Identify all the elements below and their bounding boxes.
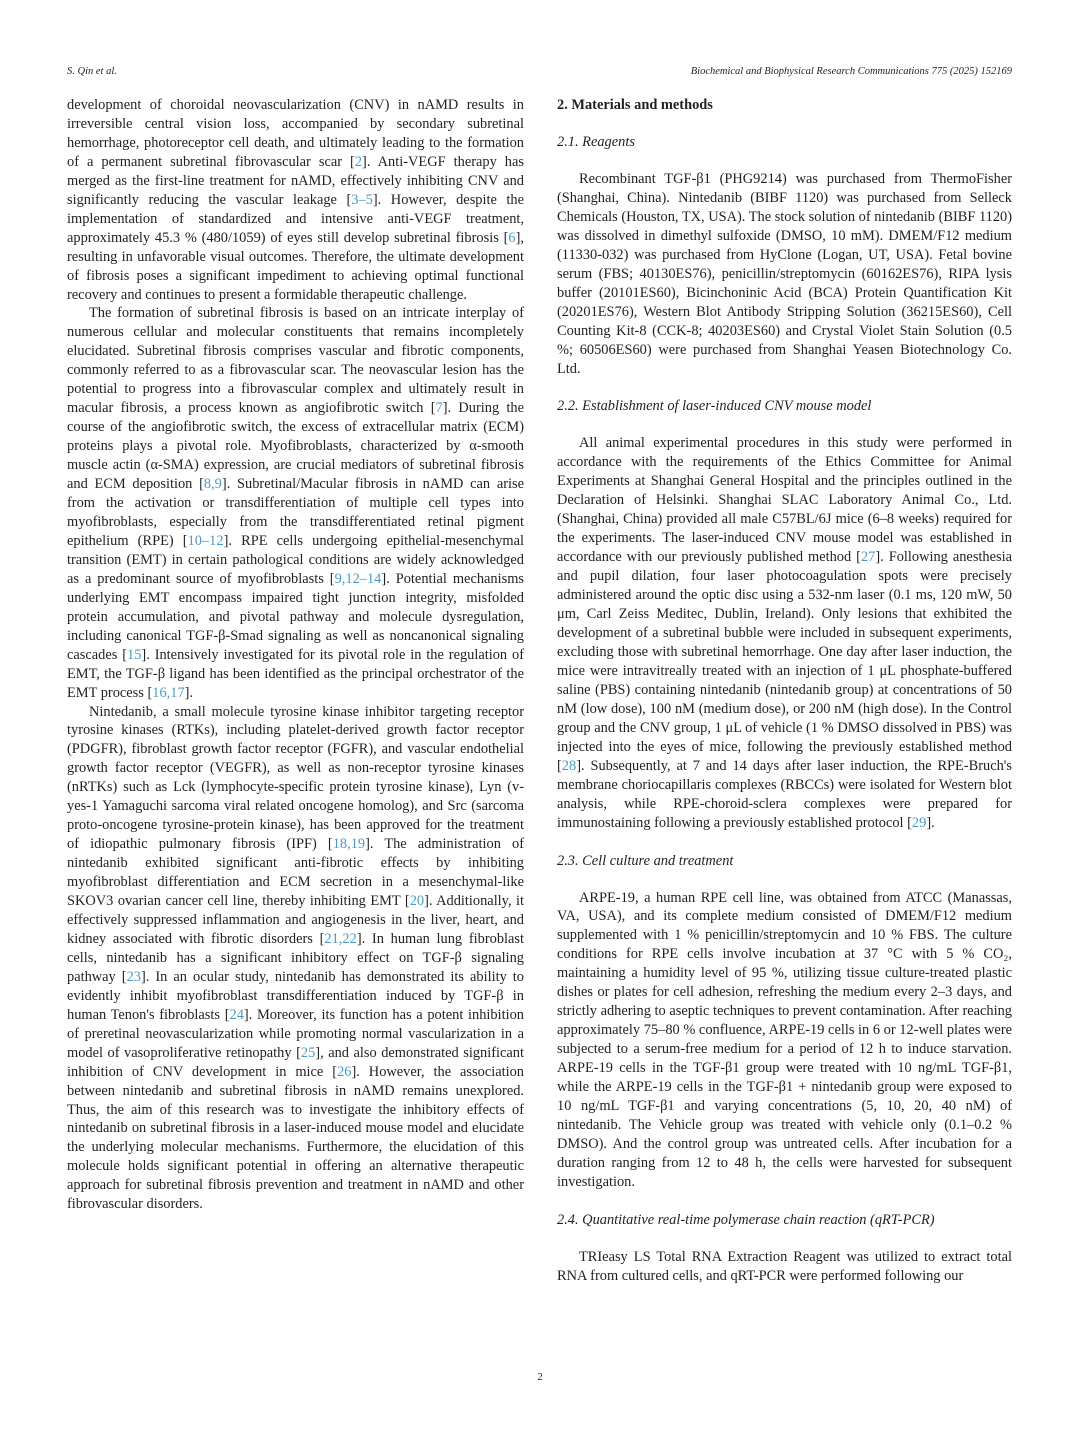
right-column xyxy=(557,96,1012,1286)
reference-link[interactable]: 24 xyxy=(229,1006,244,1023)
reference-link[interactable]: 27 xyxy=(860,549,876,566)
reference-link[interactable]: 16,17 xyxy=(152,684,185,701)
reference-link[interactable]: 8,9 xyxy=(203,476,222,493)
running-head-journal: Biochemical and Biophysical Research Communications 775 (2025) 152169 xyxy=(690,66,1012,77)
reference-link[interactable]: 28 xyxy=(561,757,577,774)
left-column xyxy=(67,96,524,1214)
reference-link[interactable]: 20 xyxy=(409,893,425,910)
running-head-authors: S. Qin et al. xyxy=(67,66,117,77)
intro-paragraph-3: Nintedanib, a small molecule tyrosine kinase inhibitor targeting receptor tyrosine kinases (RTKs), including platelet-derived growth factor receptor (PDGFR), fibroblast growth factor receptor (FGFR), and vascular endothelial growth factor receptor (VEGFR), as well as non-receptor tyrosine kinases (nRTKs) such as Lck (lymphocyte-specific protein tyrosine kinase), Lyn (v-yes-1 Yamaguchi sarcoma viral related oncogene homolog), and Src (sarcoma proto-oncogene tyrosine-protein kinase), has been approved for the treatment of idiopathic pulmonary fibrosis (IPF) [18,19]. The administration of nintedanib exhibited significant anti-fibrotic effects by inhibiting myofibroblast differentiation and ECM secretion in a mesenchymal-like SKOV3 ovarian cancer cell line, thereby inhibiting EMT [20]. Additionally, it effectively suppressed inflammation and angiogenesis in the liver, heart, and kidney associated with fibrotic disorders [21,22]. In human lung fibroblast cells, nintedanib has a significant inhibitory effect on TGF-β signaling pathway [23]. In an ocular study, nintedanib has demonstrated its ability to evidently inhibit myofibroblast transdifferentiation induced by TGF-β in human Tenon's fibroblasts [24]. Moreover, its function has a potent inhibition of preretinal neovascularization while promoting normal vascularization in a model of vasoproliferative retinopathy [25], and also demonstrated significant inhibition of CNV development in mice [26]. However, the association between nintedanib and subretinal fibrosis in nAMD remains unexplored. Thus, the aim of this research was to investigate the inhibitory effects of nintedanib on subretinal fibrosis in a laser-induced mouse model and elucidate the underlying molecular mechanisms. Furthermore, the elucidation of this molecule holds significant potential in offering an alternative therapeutic approach for subretinal fibrosis prevention and treatment in nAMD and other fibrovascular disorders. xyxy=(67,703,524,1213)
reference-link[interactable]: 18,19 xyxy=(332,836,366,853)
subsection-title-reagents: 2.1. Reagents xyxy=(557,134,635,150)
reference-link[interactable]: 21,22 xyxy=(324,930,357,947)
section-title-materials-methods: 2. Materials and methods xyxy=(557,97,713,113)
intro-paragraph-2: The formation of subretinal fibrosis is based on an intricate interplay of numerous cellular and molecular constituents that remains incompletely elucidated. Subretinal fibrosis comprises vascular and fibrotic components, commonly referred to as a fibrovascular scar. The neovascular lesion has the potential to progress into a fibrovascular complex and ultimately result in macular fibrosis, a process known as angiofibrotic switch [7]. During the course of the angiofibrotic switch, the excess of extracellular matrix (ECM) proteins plays a pivotal role. Myofibroblasts, characterized by α-smooth muscle actin (α-SMA) expression, are crucial mediators of subretinal fibrosis and ECM deposition [8,9]. Subretinal/Macular fibrosis in nAMD can arise from the activation or transdifferentiation of multiple cell types into myofibroblasts, especially from the transdifferentiated retinal pigment epithelium (RPE) [10–12]. RPE cells undergoing epithelial-mesenchymal transition (EMT) in certain pathological conditions are widely acknowledged as a predominant source of myofibroblasts [9,12–14]. Potential mechanisms underlying EMT encompass impaired tight junction integrity, misfolded protein accumulation, and pivotal pathway and molecule dysregulation, including canonical TGF-β-Smad signaling as well as noncanonical signaling cascades [15]. Intensively investigated for its pivotal role in the regulation of EMT, the TGF-β ligand has been identified as the principal orchestrator of the EMT process [16,17]. xyxy=(67,305,525,701)
reference-link[interactable]: 15 xyxy=(127,646,142,663)
subsection-title-qrt-pcr: 2.4. Quantitative real-time polymerase chain reaction (qRT-PCR) xyxy=(557,1211,935,1228)
subsection-body-cnv-model: All animal experimental procedures in this study were performed in accordance with the requirements of the Ethics Committee for Animal Experiments at Shanghai General Hospital and the principles outlined in the Declaration of Helsinki. Shanghai SLAC Laboratory Animal Co., Ltd. (Shanghai, China) provided all male C57BL/6J mice (6–8 weeks) required for the experiments. The laser-induced CNV mouse model was established in accordance with our previously published method [27]. Following anesthesia and pupil dilation, four laser photocoagulation spots were precisely administered around the optic disc using a 532-nm laser (0.1 ms, 120 mW, 50 μm, Carl Zeiss Meditec, Dublin, Ireland). Only lesions that exhibited the development of a subretinal bubble were included in subsequent experiments, excluding those with subretinal hemorrhage. One day after laser induction, the mice were intravitreally treated with an injection of 1 μL phosphate-buffered saline (PBS) containing nintedanib (nintedanib group) at concentrations of 50 nM (low dose), 100 nM (medium dose), or 200 nM (high dose). In the Control group and the CNV group, 1 μL of vehicle (1 % DMSO dissolved in PBS) was injected into the eyes of mice, following the previously established method [28]. Subsequently, at 7 and 14 days after laser induction, the RPE-Bruch's membrane choriocapillaris complexes (RBCCs) were isolated for Western blot analysis, while RPE-choroid-sclera complexes were prepared for immunostaining following a previously established protocol [29]. xyxy=(557,435,1012,831)
reference-link[interactable]: 3–5 xyxy=(351,191,373,208)
reference-link[interactable]: 25 xyxy=(300,1044,316,1061)
reference-link[interactable]: 2 xyxy=(354,153,363,170)
subsection-title-cnv-model: 2.2. Establishment of laser-induced CNV mouse model xyxy=(557,398,872,415)
subsection-body-cell-culture: ARPE-19, a human RPE cell line, was obtained from ATCC (Manassas, VA, USA), and its complete medium consisted of DMEM/F12 medium supplemented with 1 % penicillin/streptomycin and 10 % FBS. The culture conditions for RPE cells involve incubation at 37 °C with 5 % CO₂, maintaining a humidity level of 95 %, utilizing tissue culture-treated plastic dishes or plates for cell adhesion, refreshing the medium every 2–3 days, and strictly adhering to aseptic techniques to prevent contamination. After reaching approximately 75–80 % confluence, ARPE-19 cells in 6 or 12-well plates were subjected to a serum-free medium for a period of 12 h to induce starvation. ARPE-19 cells in the TGF-β1 group were treated with 10 ng/mL TGF-β1, while the ARPE-19 cells in the TGF-β1 + nintedanib group were exposed to 10 ng/mL TGF-β1 and varying concentrations (5, 10, 20, 40 nM) of nintedanib. The Vehicle group was treated with vehicle only (0.1–0.2 % DMSO). And the control group was untreated cells. After incubation for a duration ranging from 12 to 48 h, the cells were harvested for subsequent investigation. xyxy=(557,889,1012,1190)
subsection-title-cell-culture: 2.3. Cell culture and treatment xyxy=(557,852,734,869)
reference-link[interactable]: 23 xyxy=(126,968,141,985)
intro-paragraph-1: development of choroidal neovascularization (CNV) in nAMD results in irreversible central vision loss, accompanied by secondary subretinal hemorrhage, photoreceptor cell death, and ultimately leading to the formation of a permanent subretinal fibrovascular scar [2]. Anti-VEGF therapy has merged as the first-line treatment for nAMD, effectively inhibiting CNV and significantly reducing the vascular leakage [3–5]. However, despite the implementation of standardized and intensive anti-VEGF treatment, approximately 45.3 % (480/1059) of eyes still develop subretinal fibrosis [6], resulting in unfavorable visual outcomes. Therefore, the ultimate development of fibrosis poses a significant impediment to achieving optimal functional recovery and continues to present a formidable therapeutic challenge. xyxy=(67,97,524,303)
page-number: 2 xyxy=(537,1371,543,1383)
reference-link[interactable]: 10–12 xyxy=(187,532,224,549)
reference-link[interactable]: 29 xyxy=(911,814,927,831)
reference-link[interactable]: 6 xyxy=(508,229,516,246)
reference-link[interactable]: 9,12–14 xyxy=(334,570,382,587)
reference-link[interactable]: 26 xyxy=(337,1063,352,1080)
subsection-body-reagents: Recombinant TGF-β1 (PHG9214) was purchased from ThermoFisher (Shanghai, China). Nintedanib (BIBF 1120) was purchased from Selleck Chemicals (Houston, TX, USA). The stock solution of nintedanib (BIBF 1120) was dissolved in dimethyl sulfoxide (DMSO, 10 mM). DMEM/F12 medium (11330-032) was purchased from HyClone (Logan, UT, USA). Fetal bovine serum (FBS; 40130ES76), penicillin/streptomycin (60162ES76), RIPA lysis buffer (20101ES60), Bicinchoninic Acid (BCA) Protein Quantification Kit (20201ES76), Western Blot Antibody Stripping Solution (36215ES60), Cell Counting Kit-8 (CCK-8; 40203ES60) and Crystal Violet Stain Solution (0.5 %; 60506ES60) were purchased from Shanghai Yeasen Biotechnology Co. Ltd. xyxy=(557,171,1013,377)
subsection-body-qrt-pcr: TRIeasy LS Total RNA Extraction Reagent was utilized to extract total RNA from cultured cells, and qRT-PCR were performed following our xyxy=(557,1248,1012,1284)
reference-link[interactable]: 7 xyxy=(435,400,443,417)
